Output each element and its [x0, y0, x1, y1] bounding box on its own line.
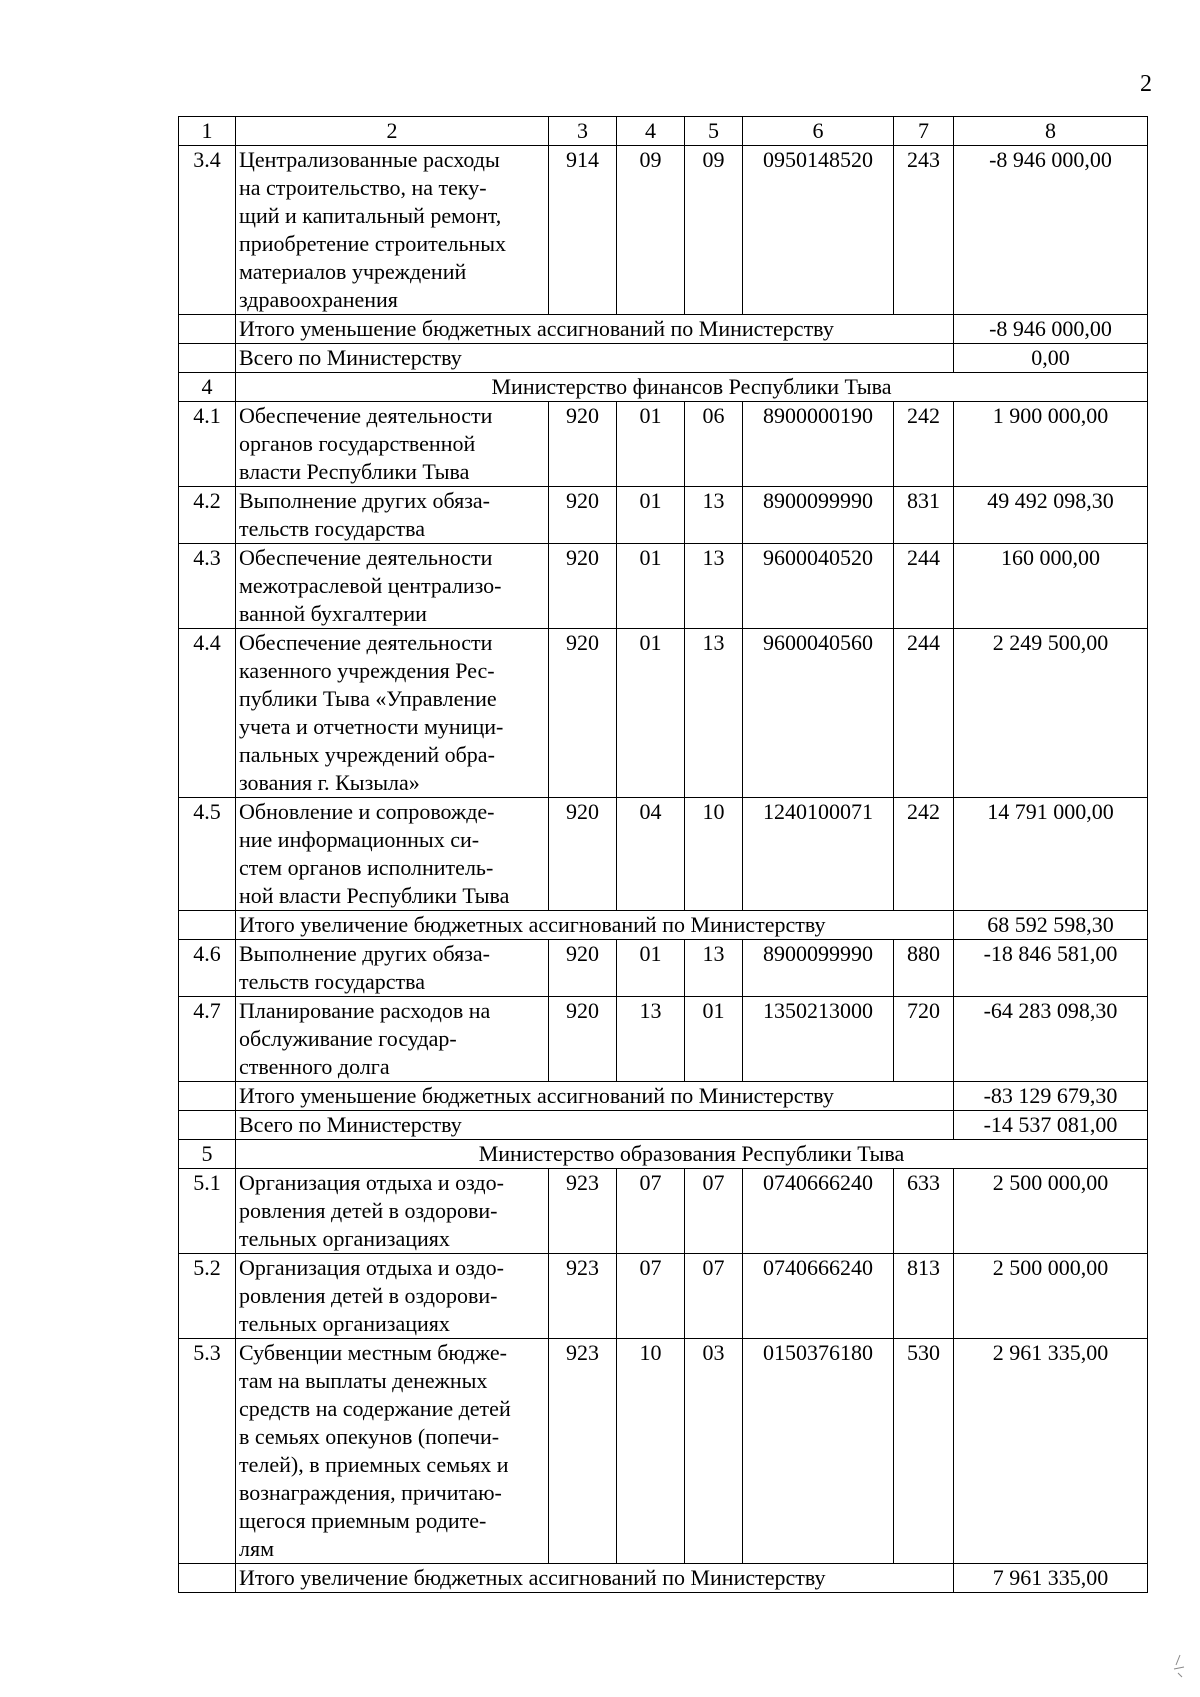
table-row — [179, 798, 1148, 911]
section-code: 07 — [617, 1169, 685, 1254]
amount: 2 961 335,00 — [954, 1339, 1148, 1564]
subsection-code: 13 — [685, 629, 743, 798]
item-description: Организация отдыха и оздо- ровления детей в оздорови- тельных организациях — [236, 1254, 549, 1339]
summary-label: Всего по Министерству — [236, 344, 954, 373]
target-article-code: 9600040560 — [743, 629, 894, 798]
summary-amount: -8 946 000,00 — [954, 315, 1148, 344]
section-code: 01 — [617, 629, 685, 798]
item-number: 4.5 — [179, 798, 236, 911]
subsection-code: 06 — [685, 402, 743, 487]
section-code: 09 — [617, 146, 685, 315]
column-header: 1 — [179, 117, 236, 146]
amount: 160 000,00 — [954, 544, 1148, 629]
section-code: 07 — [617, 1254, 685, 1339]
ministry-code: 920 — [549, 629, 617, 798]
ministry-name: Министерство финансов Республики Тыва — [236, 373, 1148, 402]
item-number: 4.4 — [179, 629, 236, 798]
item-number: 4.1 — [179, 402, 236, 487]
item-description: Организация отдыха и оздо- ровления детей в оздорови- тельных организациях — [236, 1169, 549, 1254]
subsection-code: 07 — [685, 1169, 743, 1254]
subsection-code: 13 — [685, 487, 743, 544]
item-description: Планирование расходов на обслуживание государ- ственного долга — [236, 997, 549, 1082]
target-article-code: 1240100071 — [743, 798, 894, 911]
summary-row — [179, 1082, 1148, 1111]
table-row — [179, 544, 1148, 629]
amount: 49 492 098,30 — [954, 487, 1148, 544]
amount: -18 846 581,00 — [954, 940, 1148, 997]
subsection-code: 09 — [685, 146, 743, 315]
expense-type-code: 244 — [894, 629, 954, 798]
ministry-code: 923 — [549, 1169, 617, 1254]
table-row — [179, 629, 1148, 798]
target-article-code: 1350213000 — [743, 997, 894, 1082]
margin-mark-icon — [1170, 1653, 1188, 1679]
ministry-number: 5 — [179, 1140, 236, 1169]
ministry-code: 923 — [549, 1254, 617, 1339]
section-code: 04 — [617, 798, 685, 911]
item-number: 4.2 — [179, 487, 236, 544]
summary-label: Итого уменьшение бюджетных ассигнований по Министерству — [236, 1082, 954, 1111]
summary-label: Итого уменьшение бюджетных ассигнований по Министерству — [236, 315, 954, 344]
summary-row — [179, 911, 1148, 940]
summary-number-cell — [179, 1082, 236, 1111]
item-description: Централизованные расходы на строительство, на теку- щий и капитальный ремонт, приобретение строительных материалов учреждений здравоохранения — [236, 146, 549, 315]
summary-amount: 0,00 — [954, 344, 1148, 373]
summary-label: Итого увеличение бюджетных ассигнований по Министерству — [236, 911, 954, 940]
table-row — [179, 1169, 1148, 1254]
ministry-number: 4 — [179, 373, 236, 402]
ministry-code: 920 — [549, 940, 617, 997]
target-article-code: 9600040520 — [743, 544, 894, 629]
ministry-code: 914 — [549, 146, 617, 315]
subsection-code: 03 — [685, 1339, 743, 1564]
summary-row — [179, 1111, 1148, 1140]
table-row — [179, 1339, 1148, 1564]
table-row — [179, 402, 1148, 487]
item-number: 5.3 — [179, 1339, 236, 1564]
item-description: Выполнение других обяза- тельств государства — [236, 940, 549, 997]
ministry-code: 920 — [549, 798, 617, 911]
expense-type-code: 831 — [894, 487, 954, 544]
table-row — [179, 997, 1148, 1082]
expense-type-code: 720 — [894, 997, 954, 1082]
section-code: 10 — [617, 1339, 685, 1564]
target-article-code: 0950148520 — [743, 146, 894, 315]
table-row — [179, 487, 1148, 544]
expense-type-code: 530 — [894, 1339, 954, 1564]
section-code: 01 — [617, 402, 685, 487]
subsection-code: 10 — [685, 798, 743, 911]
column-header: 2 — [236, 117, 549, 146]
summary-row — [179, 1564, 1148, 1593]
item-description: Выполнение других обяза- тельств государства — [236, 487, 549, 544]
item-description: Обеспечение деятельности межотраслевой централизо- ванной бухгалтерии — [236, 544, 549, 629]
amount: 1 900 000,00 — [954, 402, 1148, 487]
column-header: 4 — [617, 117, 685, 146]
section-code: 01 — [617, 487, 685, 544]
page-number: 2 — [1140, 71, 1152, 97]
expense-type-code: 880 — [894, 940, 954, 997]
item-number: 4.3 — [179, 544, 236, 629]
summary-number-cell — [179, 1564, 236, 1593]
summary-amount: -83 129 679,30 — [954, 1082, 1148, 1111]
item-number: 5.2 — [179, 1254, 236, 1339]
ministry-name: Министерство образования Республики Тыва — [236, 1140, 1148, 1169]
target-article-code: 0150376180 — [743, 1339, 894, 1564]
column-header: 7 — [894, 117, 954, 146]
item-description: Субвенции местным бюдже- там на выплаты денежных средств на содержание детей в семьях опекунов (попечи- телей), в приемных семьях и вознаграждения, причитаю- щегося приемным родите- лям — [236, 1339, 549, 1564]
column-header: 8 — [954, 117, 1148, 146]
amount: -64 283 098,30 — [954, 997, 1148, 1082]
subsection-code: 13 — [685, 940, 743, 997]
table-row — [179, 1254, 1148, 1339]
table-row — [179, 146, 1148, 315]
budget-table — [178, 116, 1148, 1593]
item-number: 4.7 — [179, 997, 236, 1082]
summary-number-cell — [179, 344, 236, 373]
expense-type-code: 244 — [894, 544, 954, 629]
target-article-code: 8900099990 — [743, 940, 894, 997]
target-article-code: 8900099990 — [743, 487, 894, 544]
summary-row — [179, 344, 1148, 373]
table-row — [179, 940, 1148, 997]
item-number: 4.6 — [179, 940, 236, 997]
amount: 14 791 000,00 — [954, 798, 1148, 911]
summary-amount: 68 592 598,30 — [954, 911, 1148, 940]
amount: 2 500 000,00 — [954, 1169, 1148, 1254]
ministry-header-row — [179, 1140, 1148, 1169]
summary-amount: 7 961 335,00 — [954, 1564, 1148, 1593]
section-code: 01 — [617, 544, 685, 629]
section-code: 13 — [617, 997, 685, 1082]
column-header: 5 — [685, 117, 743, 146]
amount: 2 500 000,00 — [954, 1254, 1148, 1339]
expense-type-code: 243 — [894, 146, 954, 315]
item-description: Обеспечение деятельности казенного учреждения Рес- публики Тыва «Управление учета и отчетности муници- пальных учреждений обра- зования г. Кызыла» — [236, 629, 549, 798]
subsection-code: 01 — [685, 997, 743, 1082]
summary-amount: -14 537 081,00 — [954, 1111, 1148, 1140]
item-description: Обеспечение деятельности органов государственной власти Республики Тыва — [236, 402, 549, 487]
expense-type-code: 633 — [894, 1169, 954, 1254]
item-number: 3.4 — [179, 146, 236, 315]
target-article-code: 8900000190 — [743, 402, 894, 487]
summary-row — [179, 315, 1148, 344]
column-header-row — [179, 117, 1148, 146]
column-header: 6 — [743, 117, 894, 146]
expense-type-code: 242 — [894, 402, 954, 487]
ministry-header-row — [179, 373, 1148, 402]
ministry-code: 920 — [549, 487, 617, 544]
column-header: 3 — [549, 117, 617, 146]
ministry-code: 920 — [549, 402, 617, 487]
item-number: 5.1 — [179, 1169, 236, 1254]
item-description: Обновление и сопровожде- ние информационных си- стем органов исполнитель- ной власти Республики Тыва — [236, 798, 549, 911]
amount: 2 249 500,00 — [954, 629, 1148, 798]
target-article-code: 0740666240 — [743, 1169, 894, 1254]
expense-type-code: 242 — [894, 798, 954, 911]
summary-label: Всего по Министерству — [236, 1111, 954, 1140]
section-code: 01 — [617, 940, 685, 997]
summary-number-cell — [179, 911, 236, 940]
ministry-code: 920 — [549, 997, 617, 1082]
summary-label: Итого увеличение бюджетных ассигнований по Министерству — [236, 1564, 954, 1593]
ministry-code: 923 — [549, 1339, 617, 1564]
ministry-code: 920 — [549, 544, 617, 629]
amount: -8 946 000,00 — [954, 146, 1148, 315]
expense-type-code: 813 — [894, 1254, 954, 1339]
subsection-code: 07 — [685, 1254, 743, 1339]
subsection-code: 13 — [685, 544, 743, 629]
target-article-code: 0740666240 — [743, 1254, 894, 1339]
summary-number-cell — [179, 315, 236, 344]
summary-number-cell — [179, 1111, 236, 1140]
